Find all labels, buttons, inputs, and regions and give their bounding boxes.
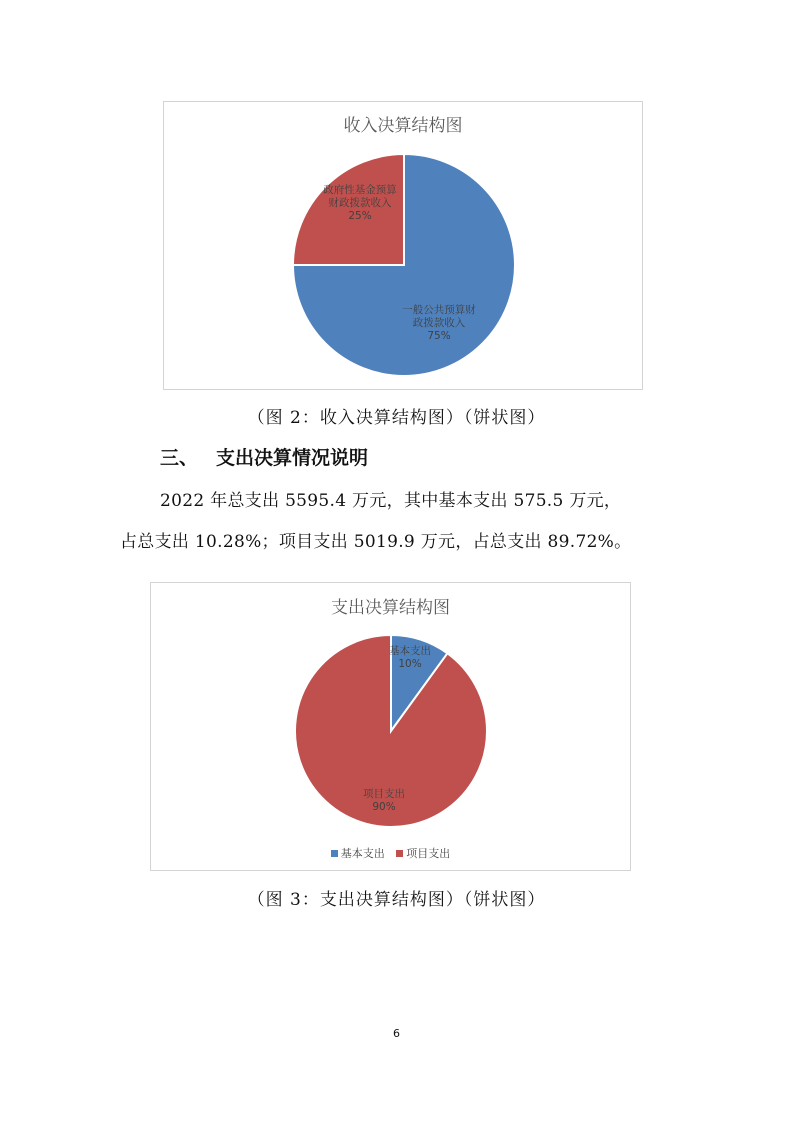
income-pie [164,102,644,391]
figure2-caption: （图 2：收入决算结构图）（饼状图） [247,408,546,428]
income-chart-title: 收入决算结构图 [343,116,463,136]
legend-swatch-project [396,850,403,857]
section-title: 支出决算情况说明 [216,447,369,469]
section-heading [160,443,368,470]
page-number: 6 [393,1027,400,1040]
expense-chart [150,582,631,871]
expense-chart-title: 支出决算结构图 [331,598,450,618]
figure3-caption: （图 3：支出决算结构图）（饼状图） [247,890,546,910]
expense-pie [151,583,632,872]
paragraph-line-1: 2022 年总支出 5595.4 万元，其中基本支出 575.5 万元， [160,491,622,511]
legend-label-basic: 基本支出 [340,847,385,860]
income-chart [163,101,643,390]
pie-slice-label: 政府性基金预算财政拨款收入 25% [323,184,397,222]
legend-swatch-basic [331,850,338,857]
legend-label-project: 项目支出 [406,847,451,860]
section-number: 三、 [160,447,199,469]
expense-legend [151,845,630,861]
pie-slice-label: 基本支出 10% [389,645,431,670]
pie-slice-label: 项目支出 90% [363,788,405,813]
legend-item-basic [331,845,385,861]
paragraph-line-2: 占总支出 10.28%；项目支出 5019.9 万元，占总支出 89.72%。 [120,532,632,552]
pie-slice-label: 一般公共预算财政拨款收入 75% [402,304,476,342]
legend-item-project [396,845,450,861]
